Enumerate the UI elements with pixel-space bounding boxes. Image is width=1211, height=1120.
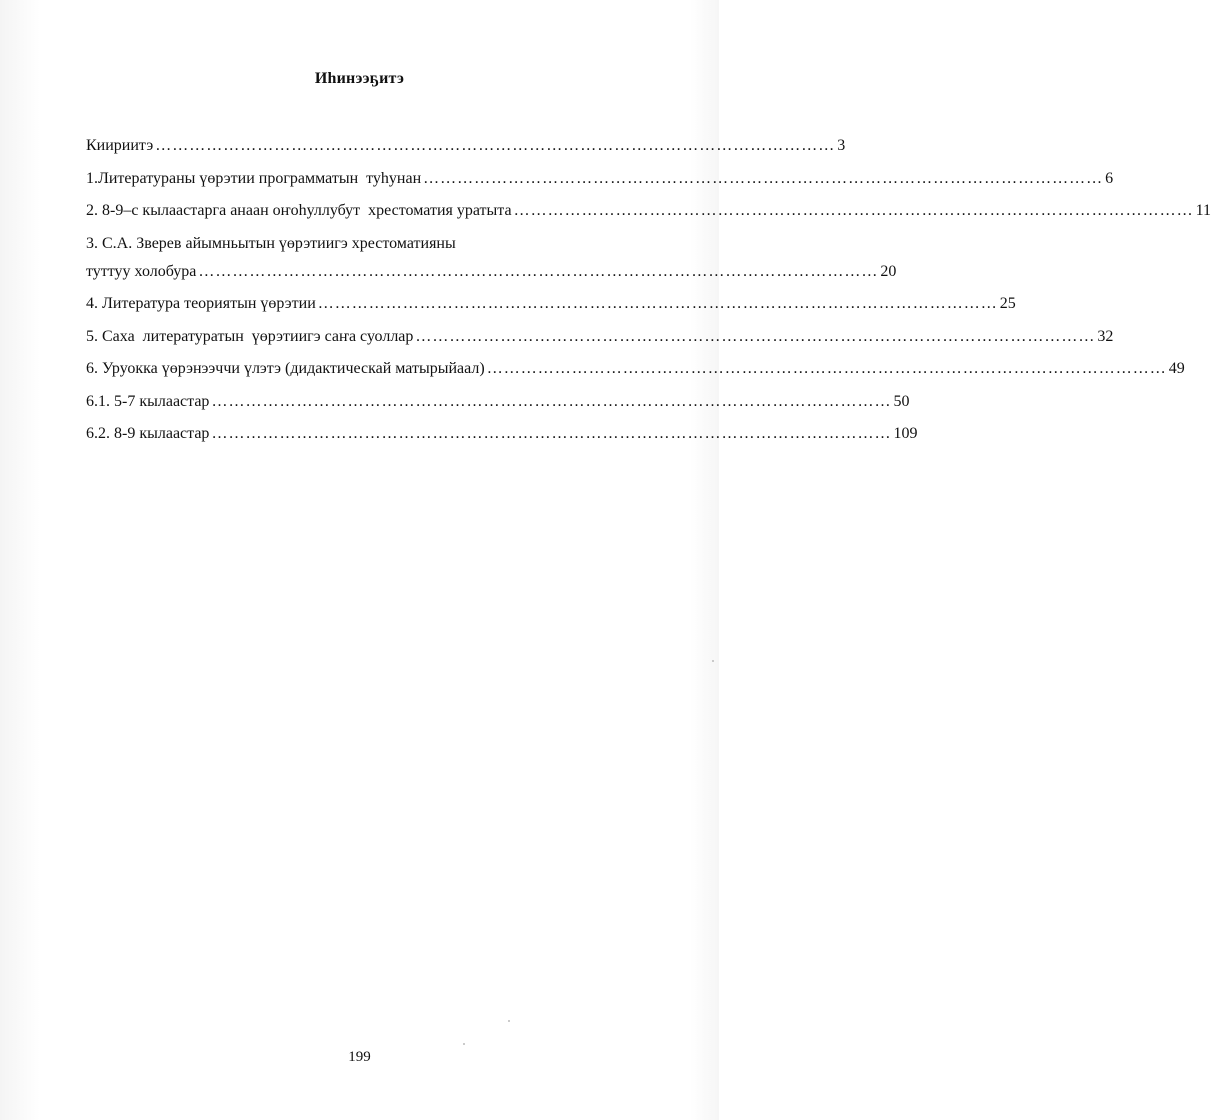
toc-entry-page: 6 xyxy=(1105,169,1114,187)
toc-entry-page: 109 xyxy=(893,425,918,442)
toc-entry-title: 6.1. 5-7 кылаастар xyxy=(86,392,210,410)
toc-entry xyxy=(86,326,1114,359)
toc-leader-dots: ………………………………………………………………………………………………………… xyxy=(423,169,1104,187)
toc-entry xyxy=(86,200,1211,233)
toc-entry-page: 20 xyxy=(880,262,897,280)
toc-entry-title: 5. Саха литературатын үөрэтиигэ саҥа суоллар xyxy=(86,327,414,345)
scan-speck xyxy=(463,1043,465,1045)
toc-entry xyxy=(86,423,918,456)
toc-entry-title: 1.Литератураны үөрэтии программатын туһунан xyxy=(86,169,422,187)
toc-entry xyxy=(86,391,910,424)
toc-entry-page: 32 xyxy=(1097,327,1114,345)
toc-entry-page: 11 xyxy=(1195,202,1211,219)
toc-leader-dots: ………………………………………………………………………………………………………… xyxy=(486,360,1167,377)
toc-entry xyxy=(86,168,1114,201)
scan-speck xyxy=(508,1020,510,1022)
toc-entry-title: 6. Уруокка үөрэнээччи үлэтэ (дидактическай матырыйаал) xyxy=(86,360,485,377)
scan-speck xyxy=(712,660,714,662)
toc-leader-dots: ………………………………………………………………………………………………………… xyxy=(317,295,998,312)
toc-entry xyxy=(86,293,1016,326)
page-number: 199 xyxy=(348,1049,371,1065)
toc-leader-dots: ………………………………………………………………………………………………………… xyxy=(415,327,1096,345)
toc-entry-continuation xyxy=(86,261,897,294)
toc-entry-title: Киириитэ xyxy=(86,137,154,154)
toc-entry-page: 50 xyxy=(893,392,910,410)
toc-entry-title: 4. Литература теориятын үөрэтии xyxy=(86,295,316,312)
toc-entry-title: 2. 8-9–с кылаастарга анаан оҥоһуллубут хрестоматия уратыта xyxy=(86,202,512,219)
toc-leader-dots: ………………………………………………………………………………………………………… xyxy=(198,262,879,280)
toc-leader-dots: ………………………………………………………………………………………………………… xyxy=(211,425,892,442)
toc-entry-page: 3 xyxy=(837,137,846,154)
toc-entry-page: 49 xyxy=(1168,360,1185,377)
toc-leader-dots: ………………………………………………………………………………………………………… xyxy=(513,202,1194,219)
table-of-contents xyxy=(86,135,1211,456)
page-title: Иһинээҕитэ xyxy=(314,70,405,87)
toc-entry xyxy=(86,233,686,261)
toc-leader-dots: ………………………………………………………………………………………………………… xyxy=(211,392,892,410)
toc-entry xyxy=(86,358,1185,391)
toc-entry-title: 6.2. 8-9 кылаастар xyxy=(86,425,210,442)
toc-entry-title: туттуу холобура xyxy=(86,262,197,280)
toc-entry-title: 3. С.А. Зверев айымньытын үөрэтиигэ хрестоматияны xyxy=(86,234,456,252)
toc-entry-page: 25 xyxy=(999,295,1016,312)
toc-entry xyxy=(86,135,846,168)
toc-leader-dots: ………………………………………………………………………………………………………… xyxy=(155,137,836,154)
